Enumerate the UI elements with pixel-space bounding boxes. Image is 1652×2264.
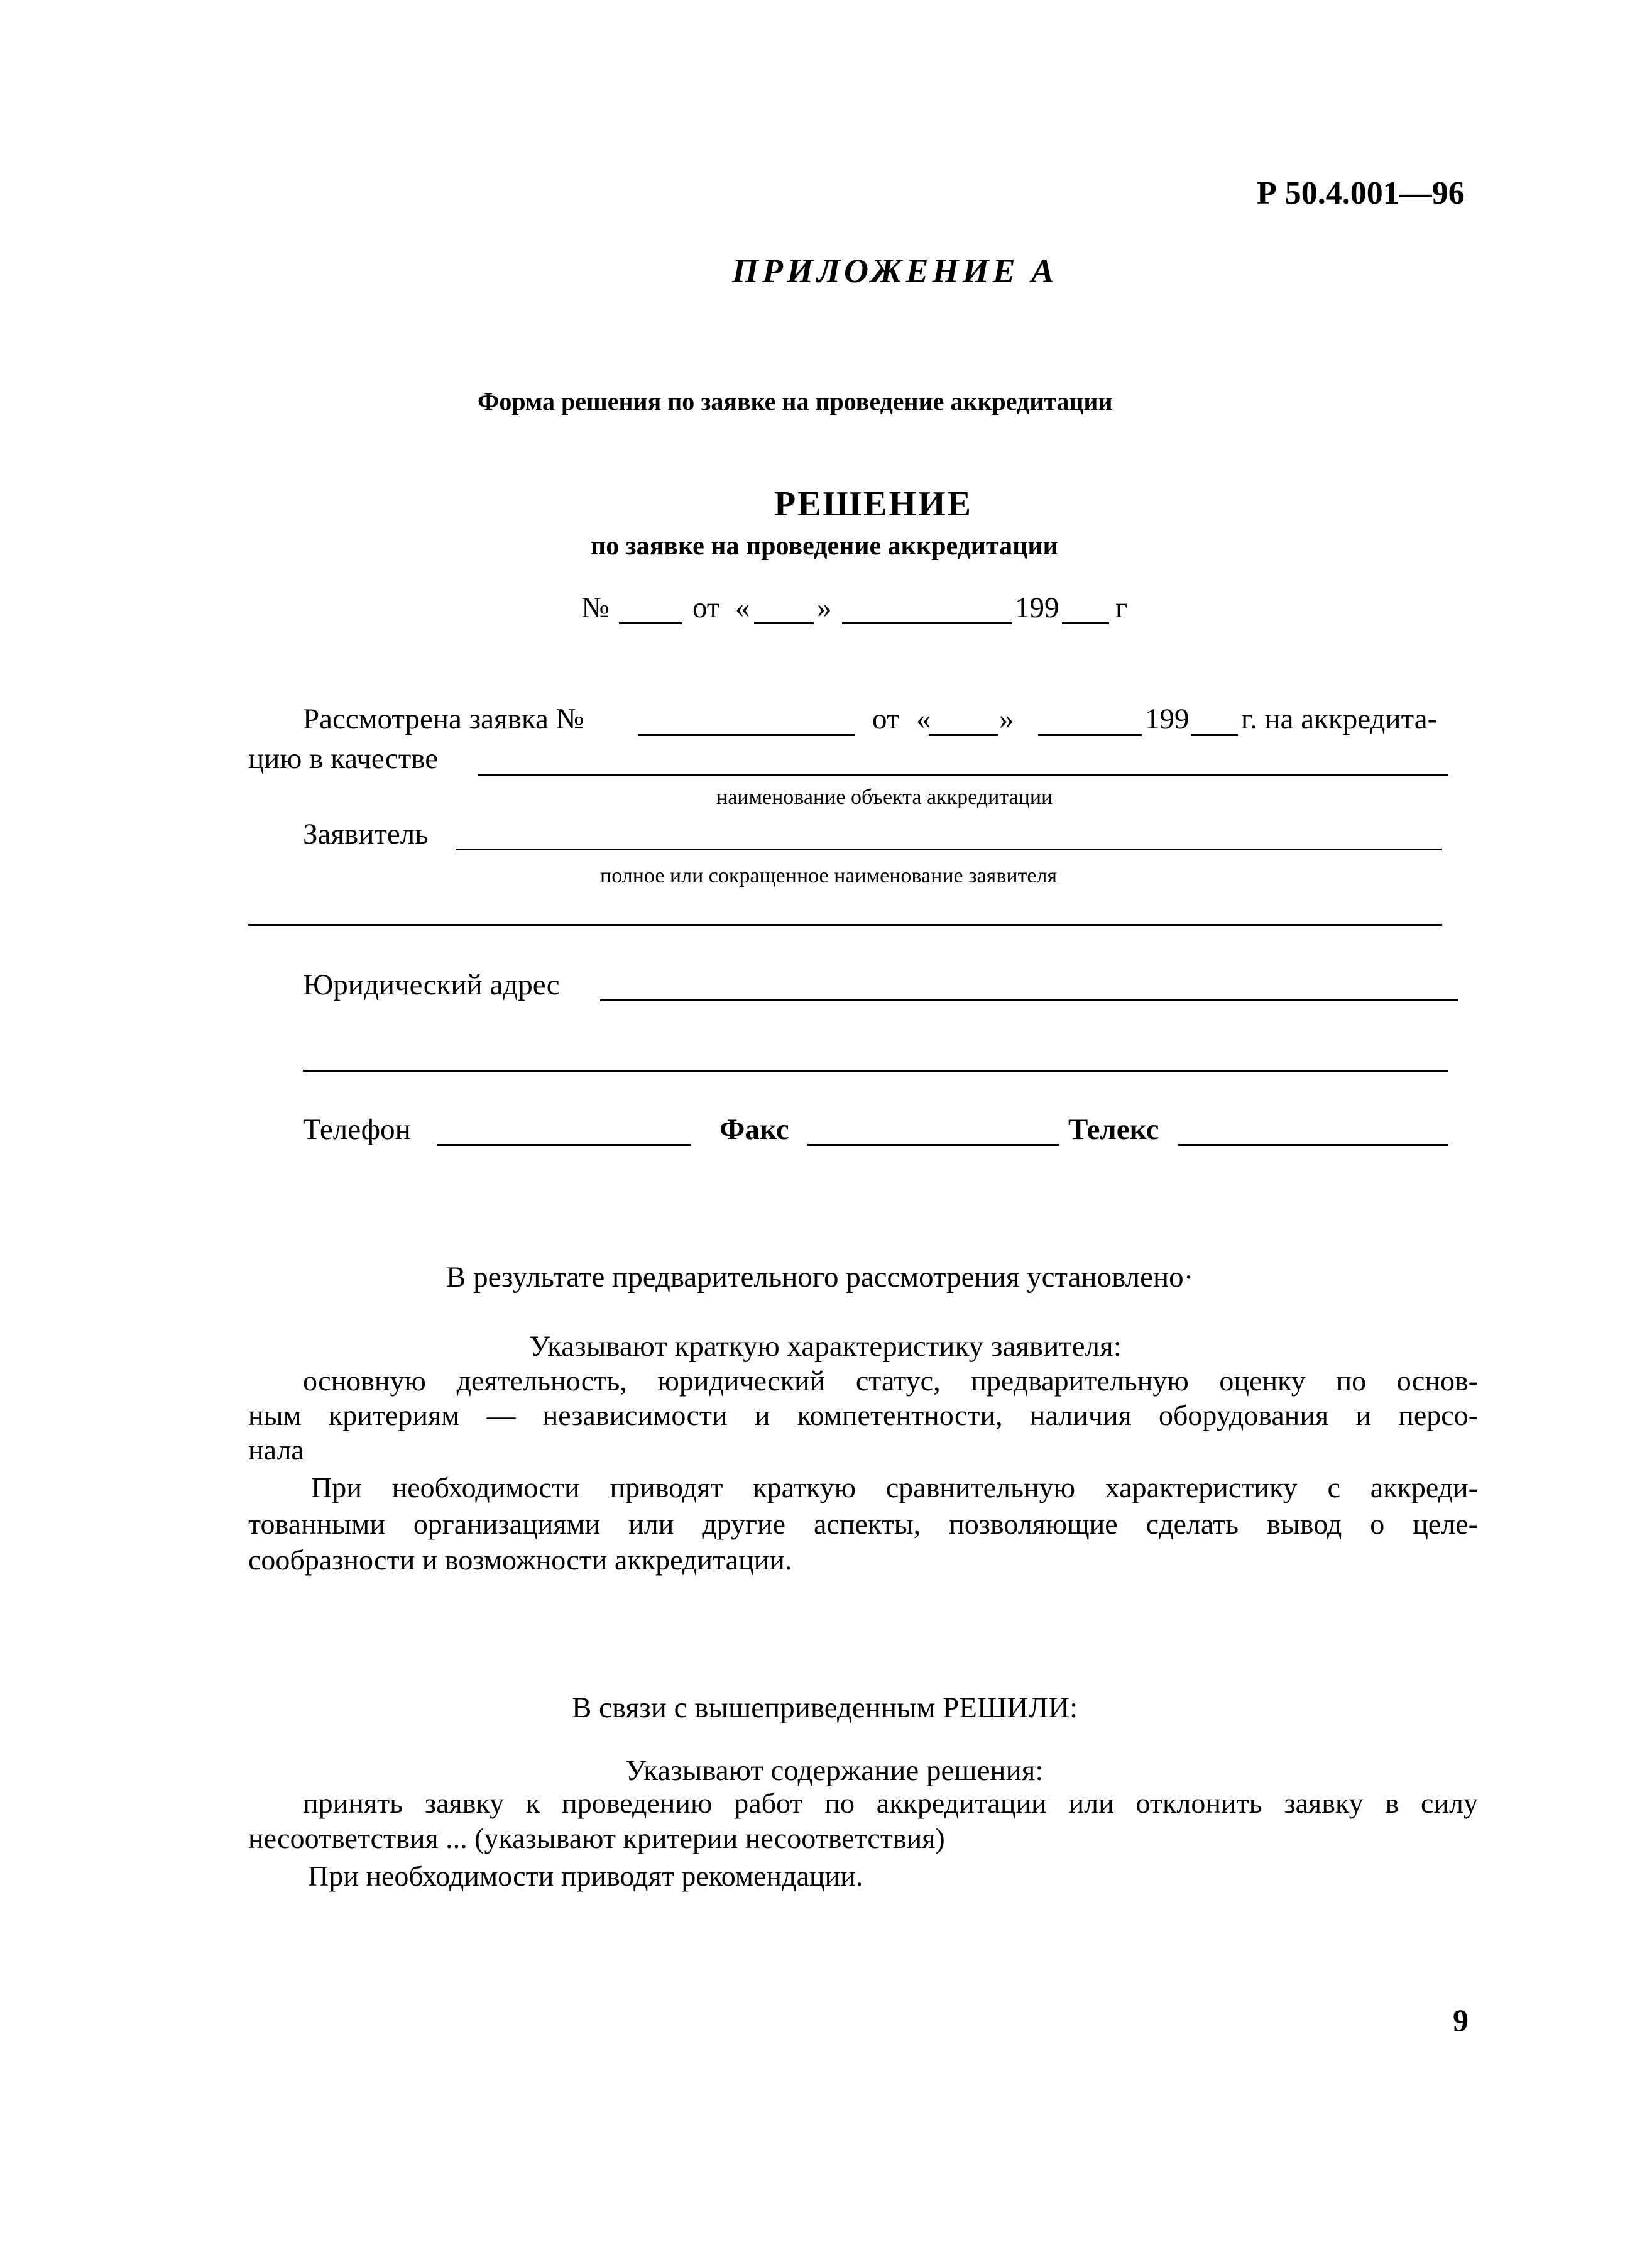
application-year-field[interactable] bbox=[1191, 734, 1238, 736]
application-quote-close: » bbox=[999, 703, 1014, 735]
phone-field[interactable] bbox=[437, 1144, 691, 1146]
year-prefix: 199 bbox=[1015, 591, 1059, 624]
decision-month-field[interactable] bbox=[842, 622, 1012, 624]
application-from-label: от bbox=[872, 703, 900, 735]
applicant-caption: полное или сокращенное наименование заявителя bbox=[600, 864, 1058, 887]
decision-title: РЕШЕНИЕ bbox=[774, 485, 973, 524]
decided-line: принять заявку к проведению работ по аккредитации или отклонить заявку в силу bbox=[303, 1787, 1478, 1819]
phone-label: Телефон bbox=[303, 1113, 411, 1146]
page-number: 9 bbox=[1453, 2003, 1469, 2038]
result-line: нала bbox=[248, 1434, 304, 1466]
legal-address-field[interactable] bbox=[600, 999, 1458, 1001]
result-heading: В результате предварительного рассмотрения установлено· bbox=[446, 1261, 1194, 1294]
address-label: Юридический адрес bbox=[303, 969, 560, 1001]
quality-label: цию в качестве bbox=[248, 742, 439, 775]
from-label: от bbox=[692, 591, 720, 624]
reviewed-label: Рассмотрена заявка № bbox=[303, 703, 584, 735]
application-day-field[interactable] bbox=[929, 734, 998, 736]
telex-label: Телекс bbox=[1068, 1113, 1159, 1146]
application-number-field[interactable] bbox=[638, 734, 855, 736]
fax-field[interactable] bbox=[807, 1144, 1059, 1146]
legal-address-continuation-field[interactable] bbox=[303, 1070, 1448, 1072]
object-caption: наименование объекта аккредитации bbox=[716, 786, 1053, 809]
accreditation-object-field[interactable] bbox=[478, 774, 1448, 776]
document-code: Р 50.4.001—96 bbox=[1257, 175, 1465, 211]
application-year: 199 bbox=[1145, 703, 1190, 735]
decided-line: несоответствия ... (указывают критерии несоответствия) bbox=[248, 1822, 945, 1854]
applicant-name-field[interactable] bbox=[456, 849, 1442, 850]
quote-open: « bbox=[735, 591, 750, 624]
fax-label: Факс bbox=[719, 1113, 789, 1146]
application-year-suffix: г. на аккредита- bbox=[1241, 703, 1438, 735]
application-quote-open: « bbox=[916, 703, 931, 735]
decided-heading: В связи с вышеприведенным РЕШИЛИ: bbox=[572, 1691, 1078, 1724]
comparison-line: сообразности и возможности аккредитации. bbox=[248, 1544, 792, 1576]
recommendations-text: При необходимости приводят рекомендации. bbox=[308, 1860, 863, 1892]
appendix-title: ПРИЛОЖЕНИЕ А bbox=[732, 252, 1058, 290]
comparison-line: При необходимости приводят краткую сравнительную характеристику с аккреди- bbox=[311, 1471, 1478, 1503]
applicant-label: Заявитель bbox=[303, 818, 429, 850]
decided-instruction: Указывают содержание решения: bbox=[625, 1754, 1044, 1787]
decision-subtitle: по заявке на проведение аккредитации bbox=[591, 532, 1058, 561]
decision-day-field[interactable] bbox=[754, 622, 814, 624]
result-line: ным критериям — независимости и компетентности, наличия оборудования и персо- bbox=[248, 1399, 1478, 1431]
result-instruction: Указывают краткую характеристику заявителя: bbox=[529, 1330, 1122, 1363]
comparison-line: тованными организациями или другие аспекты, позволяющие сделать вывод о целе- bbox=[248, 1508, 1478, 1540]
decision-number-field[interactable] bbox=[619, 622, 682, 624]
result-line: основную деятельность, юридический статус, предварительную оценку по основ- bbox=[303, 1365, 1478, 1397]
application-month-field[interactable] bbox=[1038, 734, 1142, 736]
decision-year-field[interactable] bbox=[1062, 622, 1109, 624]
form-title: Форма решения по заявке на проведение аккредитации bbox=[478, 387, 1113, 415]
telex-field[interactable] bbox=[1178, 1144, 1448, 1146]
quote-close: » bbox=[817, 591, 832, 624]
year-suffix: г bbox=[1115, 591, 1128, 624]
number-sign: № bbox=[581, 591, 610, 624]
applicant-name-continuation-field[interactable] bbox=[248, 924, 1442, 926]
